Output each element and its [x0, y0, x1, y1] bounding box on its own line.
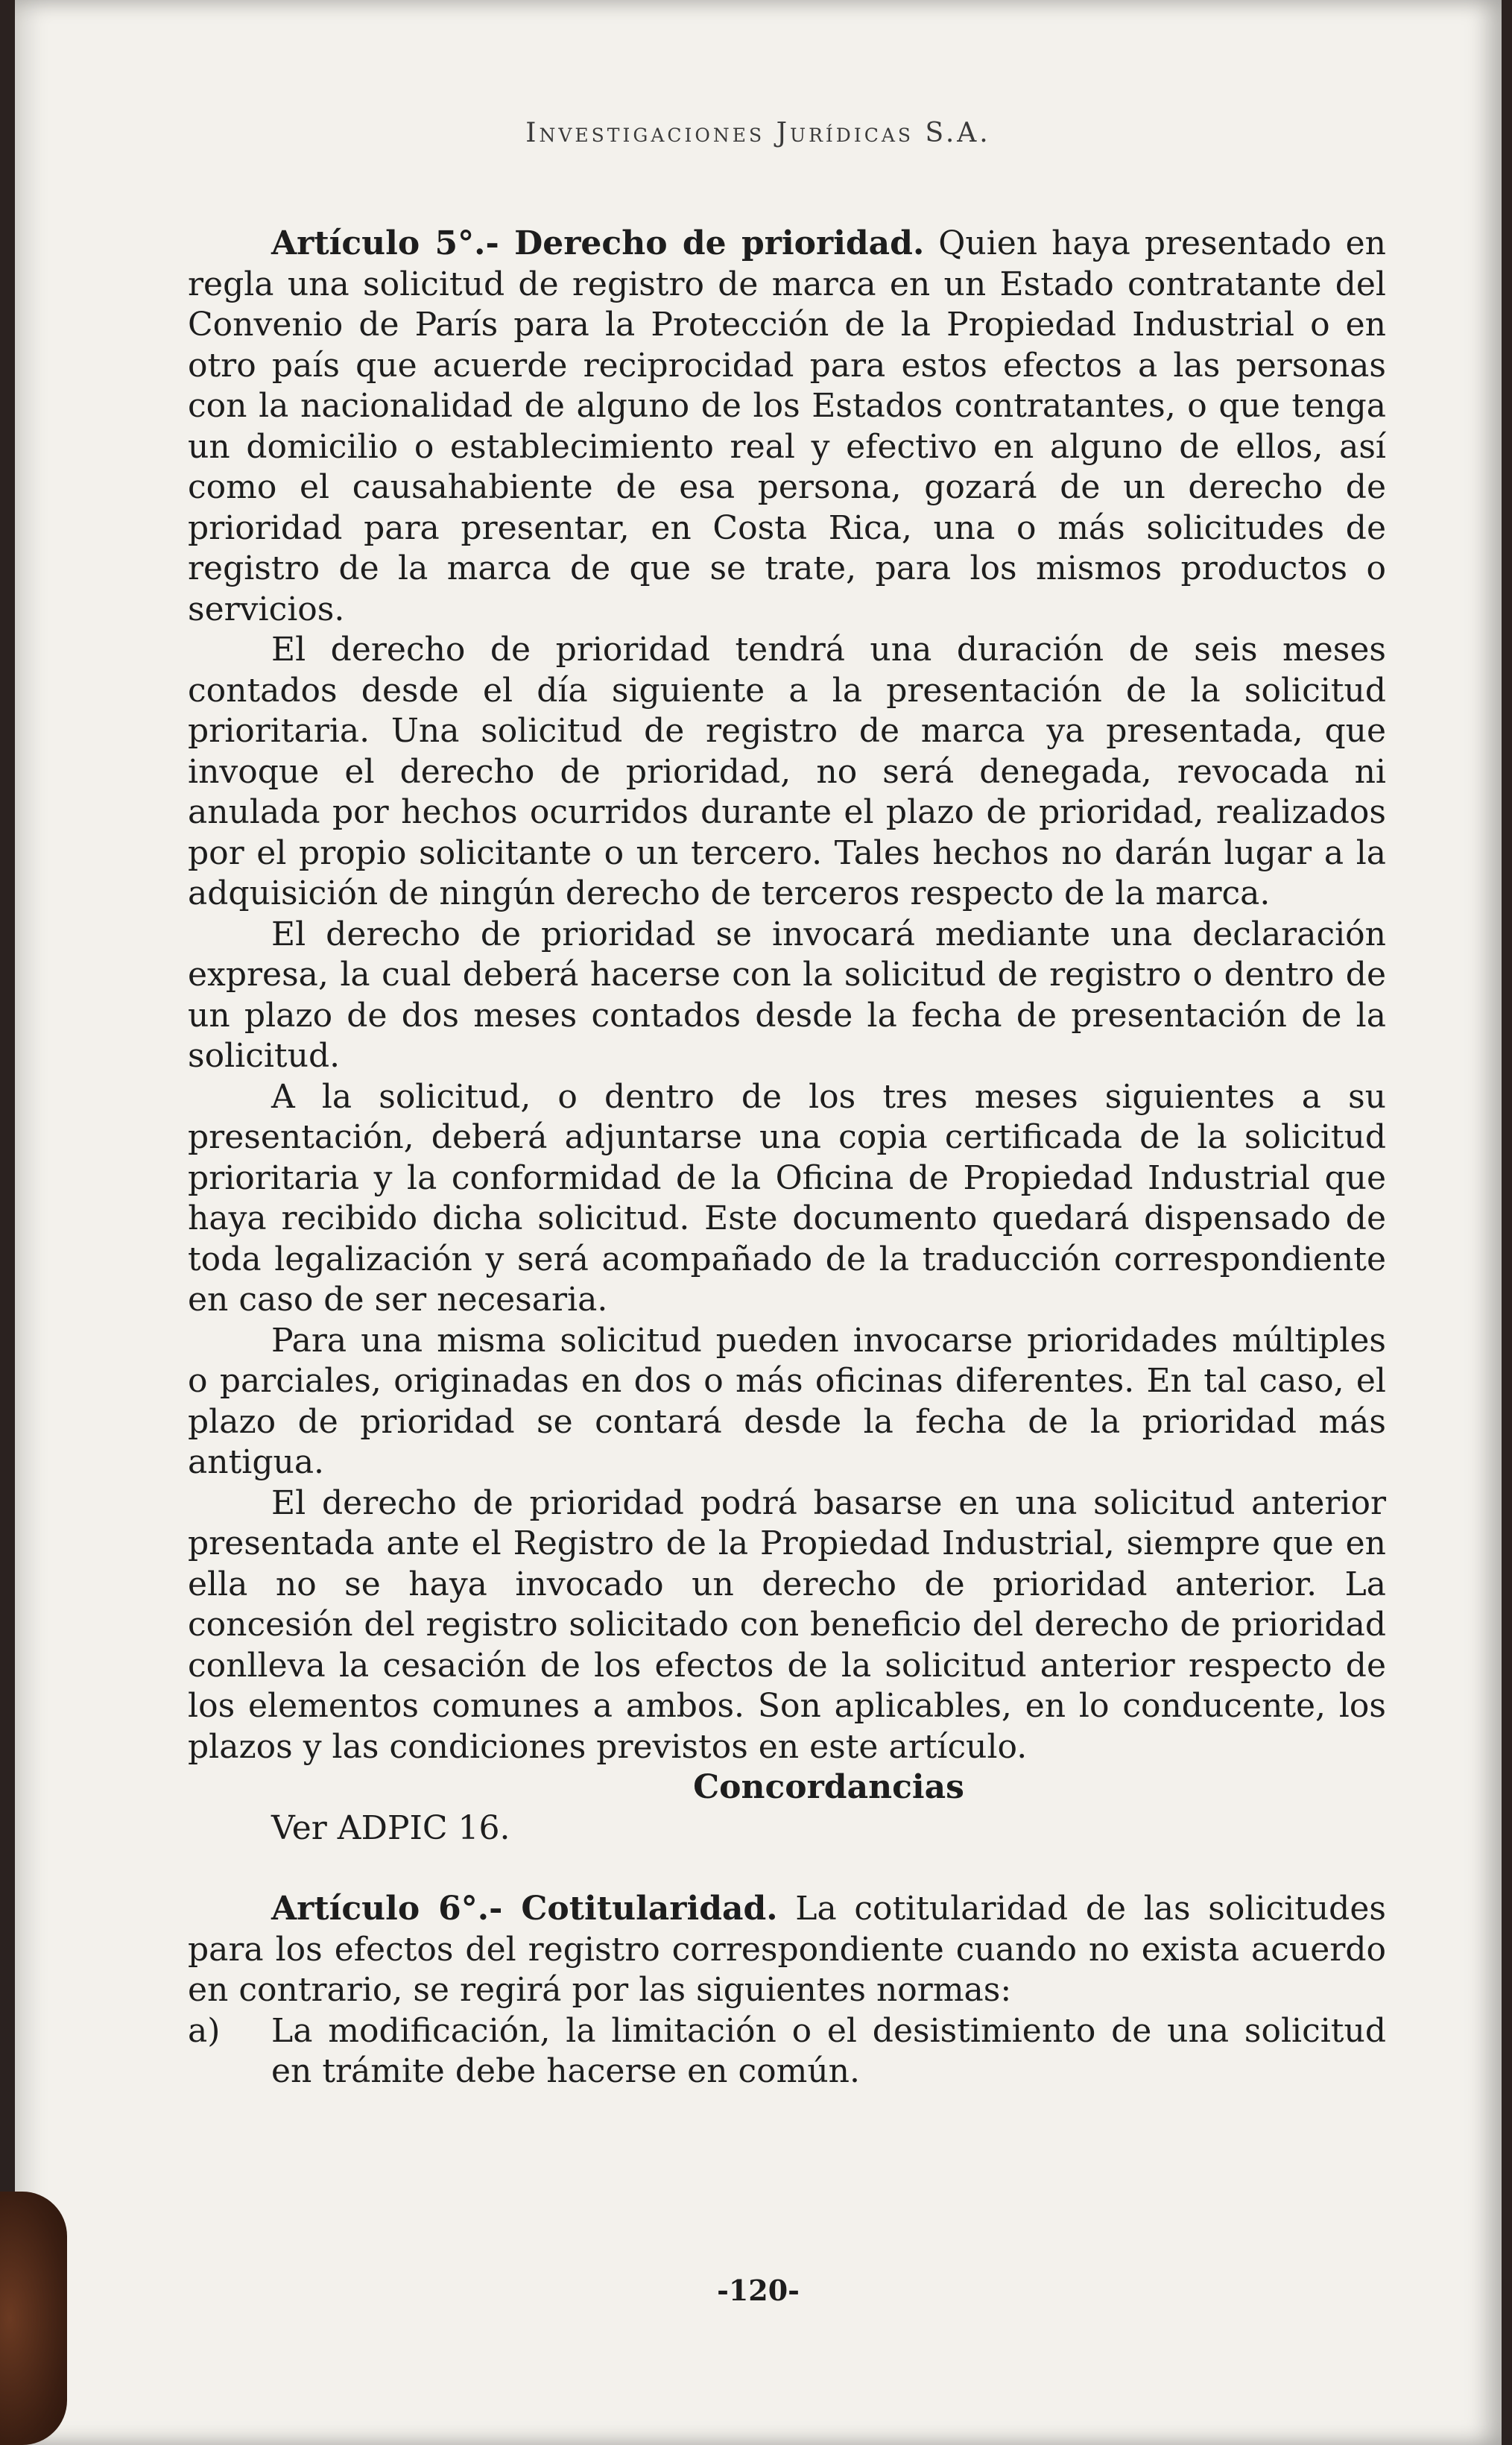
- article-5-paragraph-3: El derecho de prioridad se invocará mediante una declaración expresa, la cual deberá hacerse con la solicitud de registro o dentro de un plazo de dos meses contados desde la fecha de presentación de la solicitud.: [188, 915, 1386, 1075]
- list-item-text: La modificación, la limitación o el desistimiento de una solicitud en trámite debe hacerse en común.: [271, 2011, 1386, 2090]
- article-5-paragraph-2: El derecho de prioridad tendrá una duración de seis meses contados desde el día siguiente a la presentación de la solicitud prioritaria. Una solicitud de registro de marca ya presentada, que invoque el derecho de prioridad, no será denegada, revocada ni anulada por hechos ocurridos durante el plazo de prioridad, realizados por el propio solicitante o un tercero. Tales hechos no darán lugar a la adquisición de ningún derecho de terceros respecto de la marca.: [188, 631, 1386, 912]
- article-5-paragraph-5: Para una misma solicitud pueden invocarse prioridades múltiples o parciales, originadas en dos o más oficinas diferentes. En tal caso, el plazo de prioridad se contará desde la fecha de la prioridad más antigua.: [188, 1321, 1386, 1481]
- body-text: [188, 224, 1386, 2092]
- list-item-label: a): [188, 2011, 221, 2050]
- article-5-title: Artículo 5°.- Derecho de prioridad.: [271, 224, 925, 262]
- concordancias-text: Ver ADPIC 16.: [271, 1808, 510, 1847]
- article-5-paragraph-4: A la solicitud, o dentro de los tres meses siguientes a su presentación, deberá adjuntarse una copia certificada de la solicitud prioritaria y la conformidad de la Oficina de Propiedad Industrial que haya recibido dicha solicitud. Este documento quedará dispensado de toda legalización y será acompañado de la traducción correspondiente en caso de ser necesaria.: [188, 1077, 1386, 1319]
- article-5-text-1: Quien haya presentado en regla una solicitud de registro de marca en un Estado contratante del Convenio de París para la Protección de la Propiedad Industrial o en otro país que acuerde reciprocidad para estos efectos a las personas con la nacionalidad de alguno de los Estados contratantes, o que tenga un domicilio o establecimiento real y efectivo en alguno de ellos, así como el causahabiente de esa persona, gozará de un derecho de prioridad para presentar, en Costa Rica, una o más solicitudes de registro de la marca de que se trate, para los mismos productos o servicios.: [188, 224, 1386, 628]
- list-item: [188, 2011, 1386, 2092]
- article-5-paragraph-6: El derecho de prioridad podrá basarse en una solicitud anterior presentada ante el Registro de la Propiedad Industrial, siempre que en ella no se haya invocado un derecho de prioridad anterior. La concesión del registro solicitado con beneficio del derecho de prioridad conlleva la cesación de los efectos de la solicitud anterior respecto de los elementos comunes a ambos. Son aplicables, en lo conducente, los plazos y las condiciones previstos en este artículo.: [188, 1483, 1386, 1766]
- running-header: Investigaciones Jurídicas S.A.: [525, 118, 991, 148]
- article-6-title: Artículo 6°.- Cotitularidad.: [271, 1890, 778, 1928]
- article-5-paragraph-1: [188, 224, 1386, 630]
- page-number: -120-: [717, 2274, 800, 2307]
- concordancias-heading: Concordancias: [693, 1768, 964, 1806]
- thumb-photo-artifact: [0, 2192, 67, 2445]
- book-page: [15, 0, 1502, 2445]
- article-6-paragraph-1: [188, 1889, 1386, 2011]
- article-6-intro: La cotitularidad de las solicitudes para los efectos del registro correspondiente cuando no exista acuerdo en contrario, se regirá por las siguientes normas:: [188, 1890, 1386, 2009]
